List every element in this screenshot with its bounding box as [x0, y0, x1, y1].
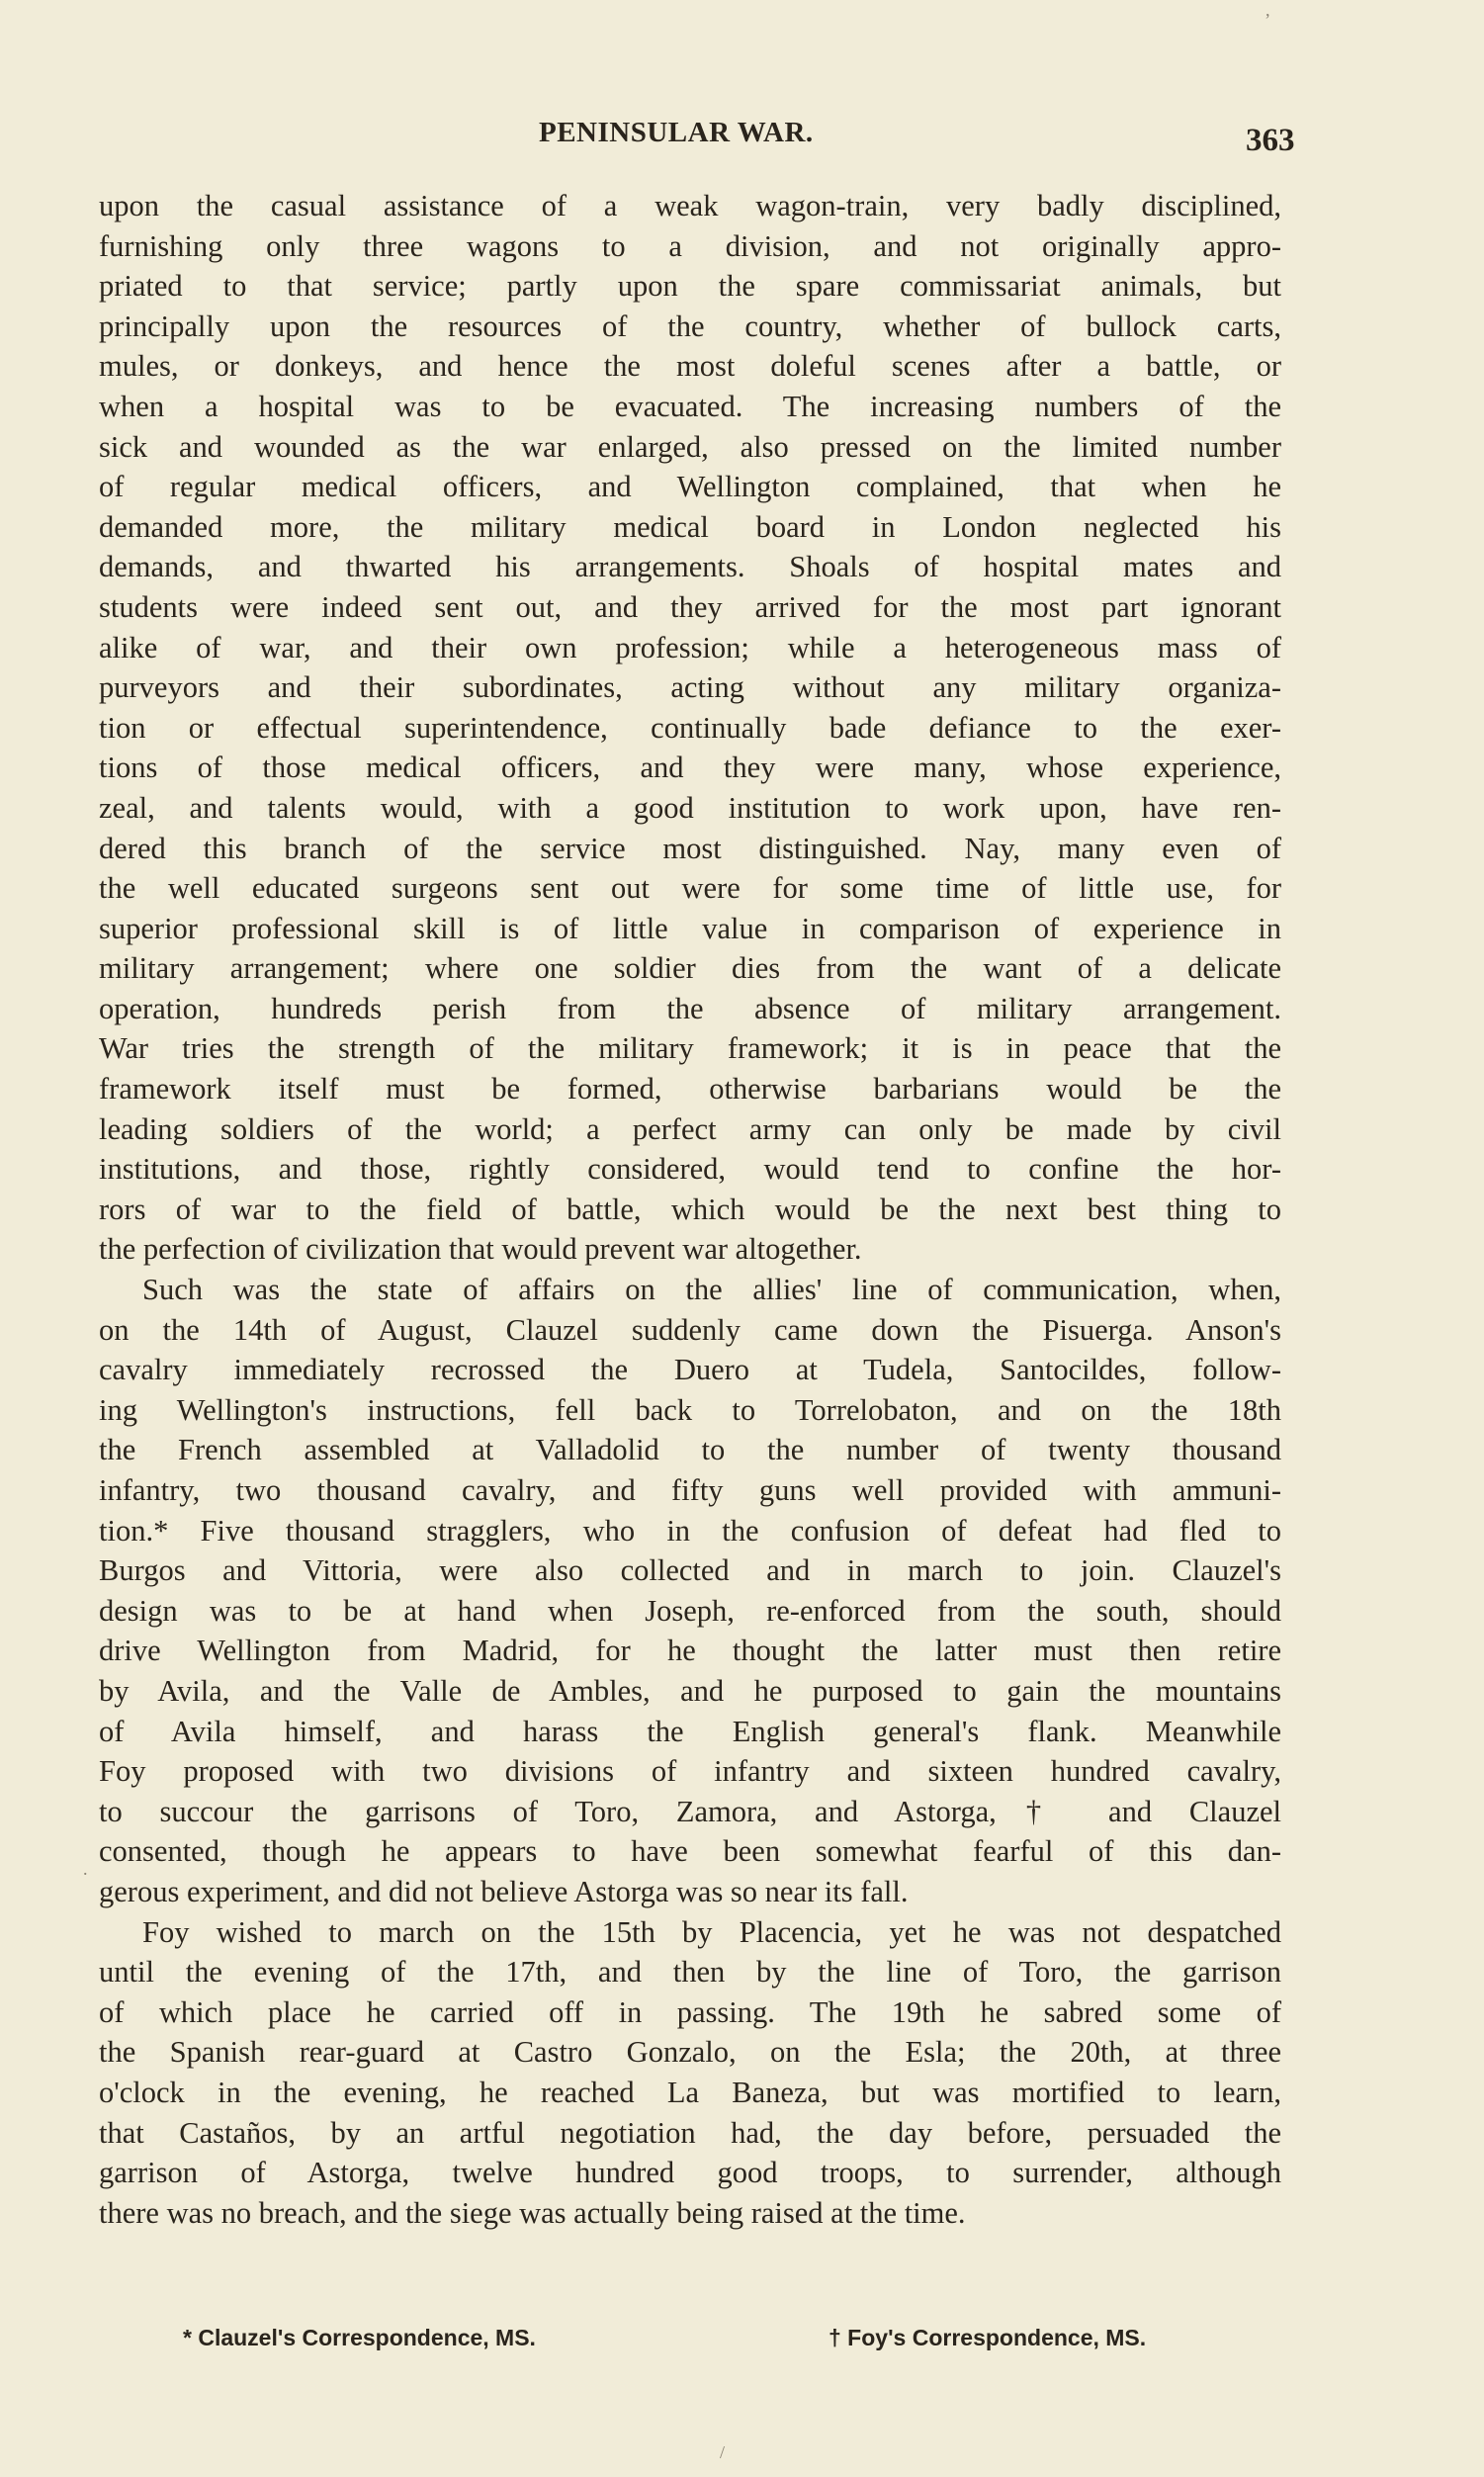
- text-line: purveyors and their subordinates, acting without any military organiza-: [99, 670, 1281, 705]
- text-line: War tries the strength of the military framework; it is in peace that the: [99, 1031, 1281, 1066]
- text-line: sick and wounded as the war enlarged, also pressed on the limited number: [99, 429, 1281, 464]
- text-line: demands, and thwarted his arrangements. Shoals of hospital mates and: [99, 550, 1281, 584]
- margin-mark: ,: [1266, 0, 1270, 20]
- text-line: on the 14th of August, Clauzel suddenly came down the Pisuerga. Anson's: [99, 1312, 1281, 1347]
- text-line: institutions, and those, rightly considered, would tend to confine the hor-: [99, 1152, 1281, 1187]
- page-number: 363: [1246, 123, 1295, 158]
- text-line: Burgos and Vittoria, were also collected and in march to join. Clauzel's: [99, 1553, 1281, 1588]
- text-line: alike of war, and their own profession; while a heterogeneous mass of: [99, 630, 1281, 664]
- running-head: [0, 117, 1484, 156]
- text-line: cavalry immediately recrossed the Duero at Tudela, Santocildes, follow-: [99, 1353, 1281, 1387]
- text-line: to succour the garrisons of Toro, Zamora, and Astorga,† and Clauzel: [99, 1794, 1281, 1828]
- body-text: [99, 186, 1281, 2233]
- text-line: by Avila, and the Valle de Ambles, and he purposed to gain the mountains: [99, 1673, 1281, 1708]
- text-line: the well educated surgeons sent out were for some time of little use, for: [99, 871, 1281, 906]
- text-line: tion.* Five thousand stragglers, who in the confusion of defeat had fled to: [99, 1513, 1281, 1548]
- text-line: drive Wellington from Madrid, for he thought the latter must then retire: [99, 1634, 1281, 1668]
- text-line: the Spanish rear-guard at Castro Gonzalo, on the Esla; the 20th, at three: [99, 2035, 1281, 2070]
- footnote-clauzel: * Clauzel's Correspondence, MS.: [183, 2325, 536, 2350]
- text-line: garrison of Astorga, twelve hundred good troops, to surrender, although: [99, 2156, 1281, 2190]
- footnote-foy: † Foy's Correspondence, MS.: [829, 2325, 1147, 2350]
- text-line: of which place he carried off in passing. The 19th he sabred some of: [99, 1994, 1281, 2029]
- text-line: rors of war to the field of battle, which would be the next best thing to: [99, 1192, 1281, 1226]
- footnotes: [0, 2325, 1484, 2360]
- margin-mark: .: [83, 1859, 88, 1879]
- text-line: there was no breach, and the siege was actually being raised at the time.: [99, 2195, 966, 2230]
- text-line: infantry, two thousand cavalry, and fifty guns well provided with ammuni-: [99, 1473, 1281, 1507]
- text-line: until the evening of the 17th, and then by the line of Toro, the garrison: [99, 1955, 1281, 1990]
- text-line: operation, hundreds perish from the absence of military arrangement.: [99, 991, 1281, 1025]
- text-line: demanded more, the military medical board in London neglected his: [99, 509, 1281, 544]
- text-line: principally upon the resources of the country, whether of bullock carts,: [99, 309, 1281, 343]
- paragraph-start-line: Foy wished to march on the 15th by Placencia, yet he was not despatched: [142, 1914, 1281, 1949]
- text-line: superior professional skill is of little value in comparison of experience in: [99, 911, 1281, 945]
- text-line: priated to that service; partly upon the spare commissariat animals, but: [99, 269, 1281, 304]
- text-line: leading soldiers of the world; a perfect army can only be made by civil: [99, 1111, 1281, 1146]
- text-line: ing Wellington's instructions, fell back to Torrelobaton, and on the 18th: [99, 1392, 1281, 1427]
- text-line: gerous experiment, and did not believe Astorga was so near its fall.: [99, 1874, 909, 1908]
- text-line: the French assembled at Valladolid to the number of twenty thousand: [99, 1433, 1281, 1467]
- text-line: when a hospital was to be evacuated. The increasing numbers of the: [99, 389, 1281, 423]
- text-line: mules, or donkeys, and hence the most doleful scenes after a battle, or: [99, 349, 1281, 384]
- text-line: upon the casual assistance of a weak wagon-train, very badly disciplined,: [99, 189, 1281, 222]
- text-line: of regular medical officers, and Wellington complained, that when he: [99, 470, 1281, 504]
- text-line: dered this branch of the service most distinguished. Nay, many even of: [99, 831, 1281, 865]
- text-line: tions of those medical officers, and they were many, whose experience,: [99, 751, 1281, 785]
- text-line: that Castaños, by an artful negotiation had, the day before, persuaded the: [99, 2115, 1281, 2150]
- text-line: the perfection of civilization that would prevent war altogether.: [99, 1232, 862, 1267]
- margin-mark: /: [720, 2442, 726, 2462]
- text-line: military arrangement; where one soldier dies from the want of a delicate: [99, 951, 1281, 986]
- text-line: framework itself must be formed, otherwise barbarians would be the: [99, 1072, 1281, 1106]
- text-line: tion or effectual superintendence, continually bade defiance to the exer-: [99, 710, 1281, 745]
- text-line: design was to be at hand when Joseph, re-enforced from the south, should: [99, 1593, 1281, 1628]
- text-line: Foy proposed with two divisions of infantry and sixteen hundred cavalry,: [99, 1754, 1281, 1789]
- text-line: o'clock in the evening, he reached La Baneza, but was mortified to learn,: [99, 2075, 1281, 2109]
- running-title: PENINSULAR WAR.: [539, 117, 814, 148]
- text-line: furnishing only three wagons to a division, and not originally appro-: [99, 228, 1281, 263]
- text-line: zeal, and talents would, with a good institution to work upon, have ren-: [99, 790, 1281, 825]
- text-line: students were indeed sent out, and they arrived for the most part ignorant: [99, 589, 1281, 624]
- text-line: of Avila himself, and harass the English general's flank. Meanwhile: [99, 1714, 1281, 1748]
- text-line: consented, though he appears to have been somewhat fearful of this dan-: [99, 1834, 1281, 1869]
- paragraph-start-line: Such was the state of affairs on the allies' line of communication, when,: [142, 1273, 1281, 1307]
